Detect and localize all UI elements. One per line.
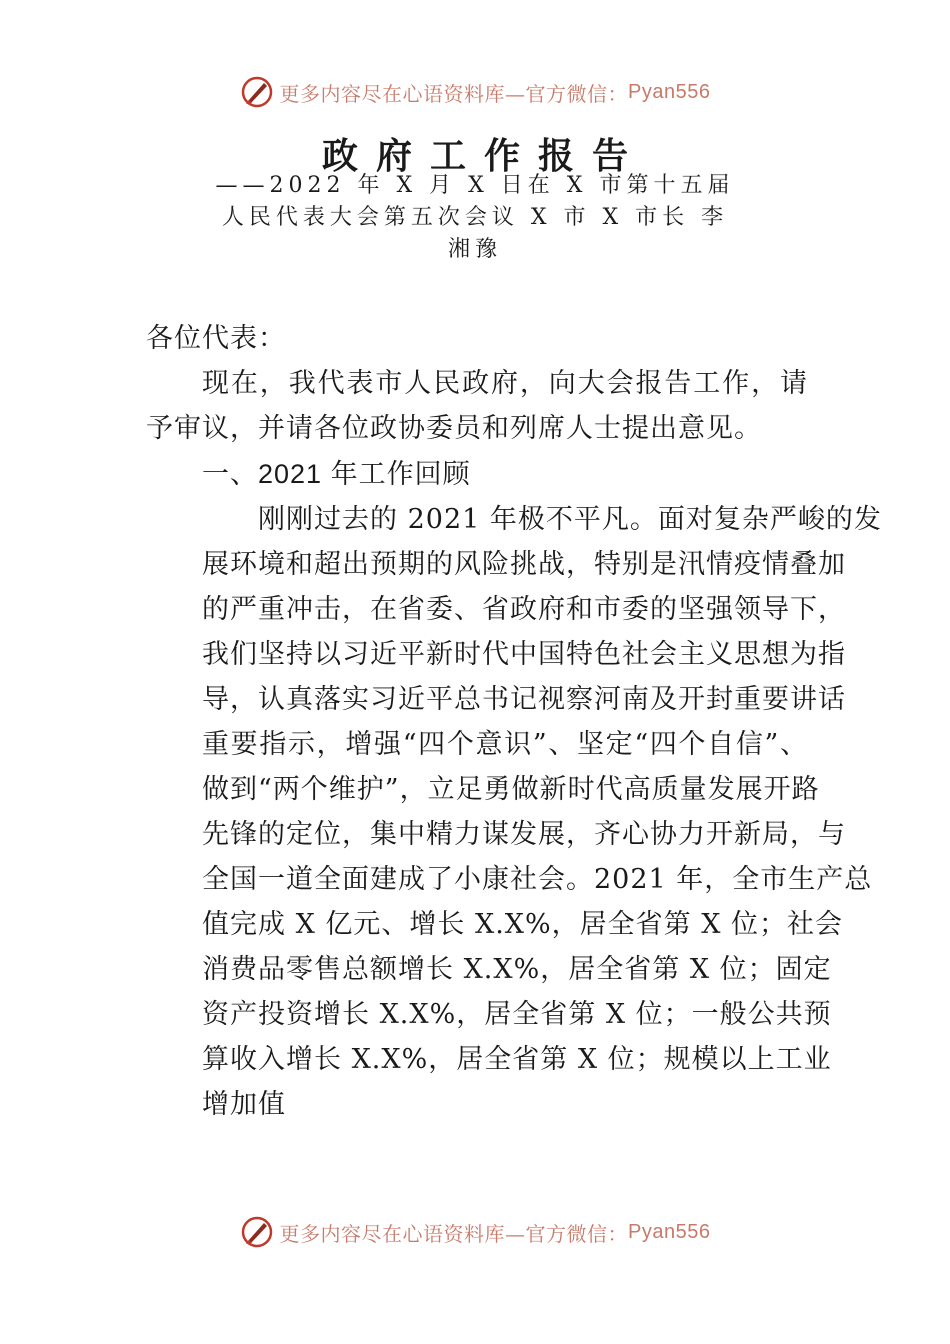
pen-logo-icon — [240, 1215, 274, 1249]
subtitle-line-2: 人民代表大会第五次会议 X 市 X 市长 李 — [221, 205, 729, 230]
watermark-text: 更多内容尽在心语资料库—官方微信： — [279, 1221, 629, 1246]
body-line: 值完成 X 亿元、增长 X.X%，居全省第 X 位；社会 — [202, 909, 844, 940]
body-line: 资产投资增长 X.X%，居全省第 X 位；一般公共预 — [202, 999, 832, 1030]
body-line: 做到“两个维护”，立足勇做新时代高质量发展开路 — [202, 774, 820, 805]
review-paragraph — [146, 497, 882, 1127]
body-line: 算收入增长 X.X%，居全省第 X 位；规模以上工业 — [202, 1044, 832, 1075]
watermark-bottom — [0, 1212, 950, 1252]
watermark-top — [0, 72, 950, 112]
body-line: 增加值 — [202, 1089, 286, 1120]
section-heading: 一、2021 年工作回顾 — [202, 459, 471, 489]
pen-logo-icon — [240, 75, 274, 109]
body-line: 展环境和超出预期的风险挑战，特别是汛情疫情叠加 — [202, 549, 846, 580]
subtitle-line-3: 湘豫 — [447, 237, 502, 262]
body-line: 刚刚过去的 2021 年极不平凡。面对复杂严峻的发 — [258, 504, 882, 535]
salutation: 各位代表： — [146, 323, 286, 354]
watermark-wechat-id: Pyan556 — [628, 1220, 711, 1243]
intro-line: 现在，我代表市人民政府，向大会报告工作，请 — [202, 368, 808, 399]
intro-line: 予审议，并请各位政协委员和列席人士提出意见。 — [146, 413, 762, 444]
body-line: 全国一道全面建成了小康社会。2021 年，全市生产总 — [202, 864, 873, 895]
subtitle-line-1: ——2022 年 X 月 X 日在 X 市第十五届 — [215, 173, 735, 198]
body-line: 我们坚持以习近平新时代中国特色社会主义思想为指 — [202, 639, 846, 670]
watermark-wechat-id: Pyan556 — [628, 80, 711, 103]
document-title: 政府工作报告 — [321, 135, 646, 177]
body-line: 导，认真落实习近平总书记视察河南及开封重要讲话 — [202, 684, 846, 715]
body-line: 重要指示，增强“四个意识”、坚定“四个自信”、 — [202, 729, 808, 760]
intro-paragraph — [146, 361, 808, 451]
body-line: 先锋的定位，集中精力谋发展，齐心协力开新局，与 — [202, 819, 846, 850]
body-line: 的严重冲击，在省委、省政府和市委的坚强领导下， — [202, 594, 846, 625]
body-line: 消费品零售总额增长 X.X%，居全省第 X 位；固定 — [202, 954, 832, 985]
watermark-text: 更多内容尽在心语资料库—官方微信： — [279, 81, 629, 106]
